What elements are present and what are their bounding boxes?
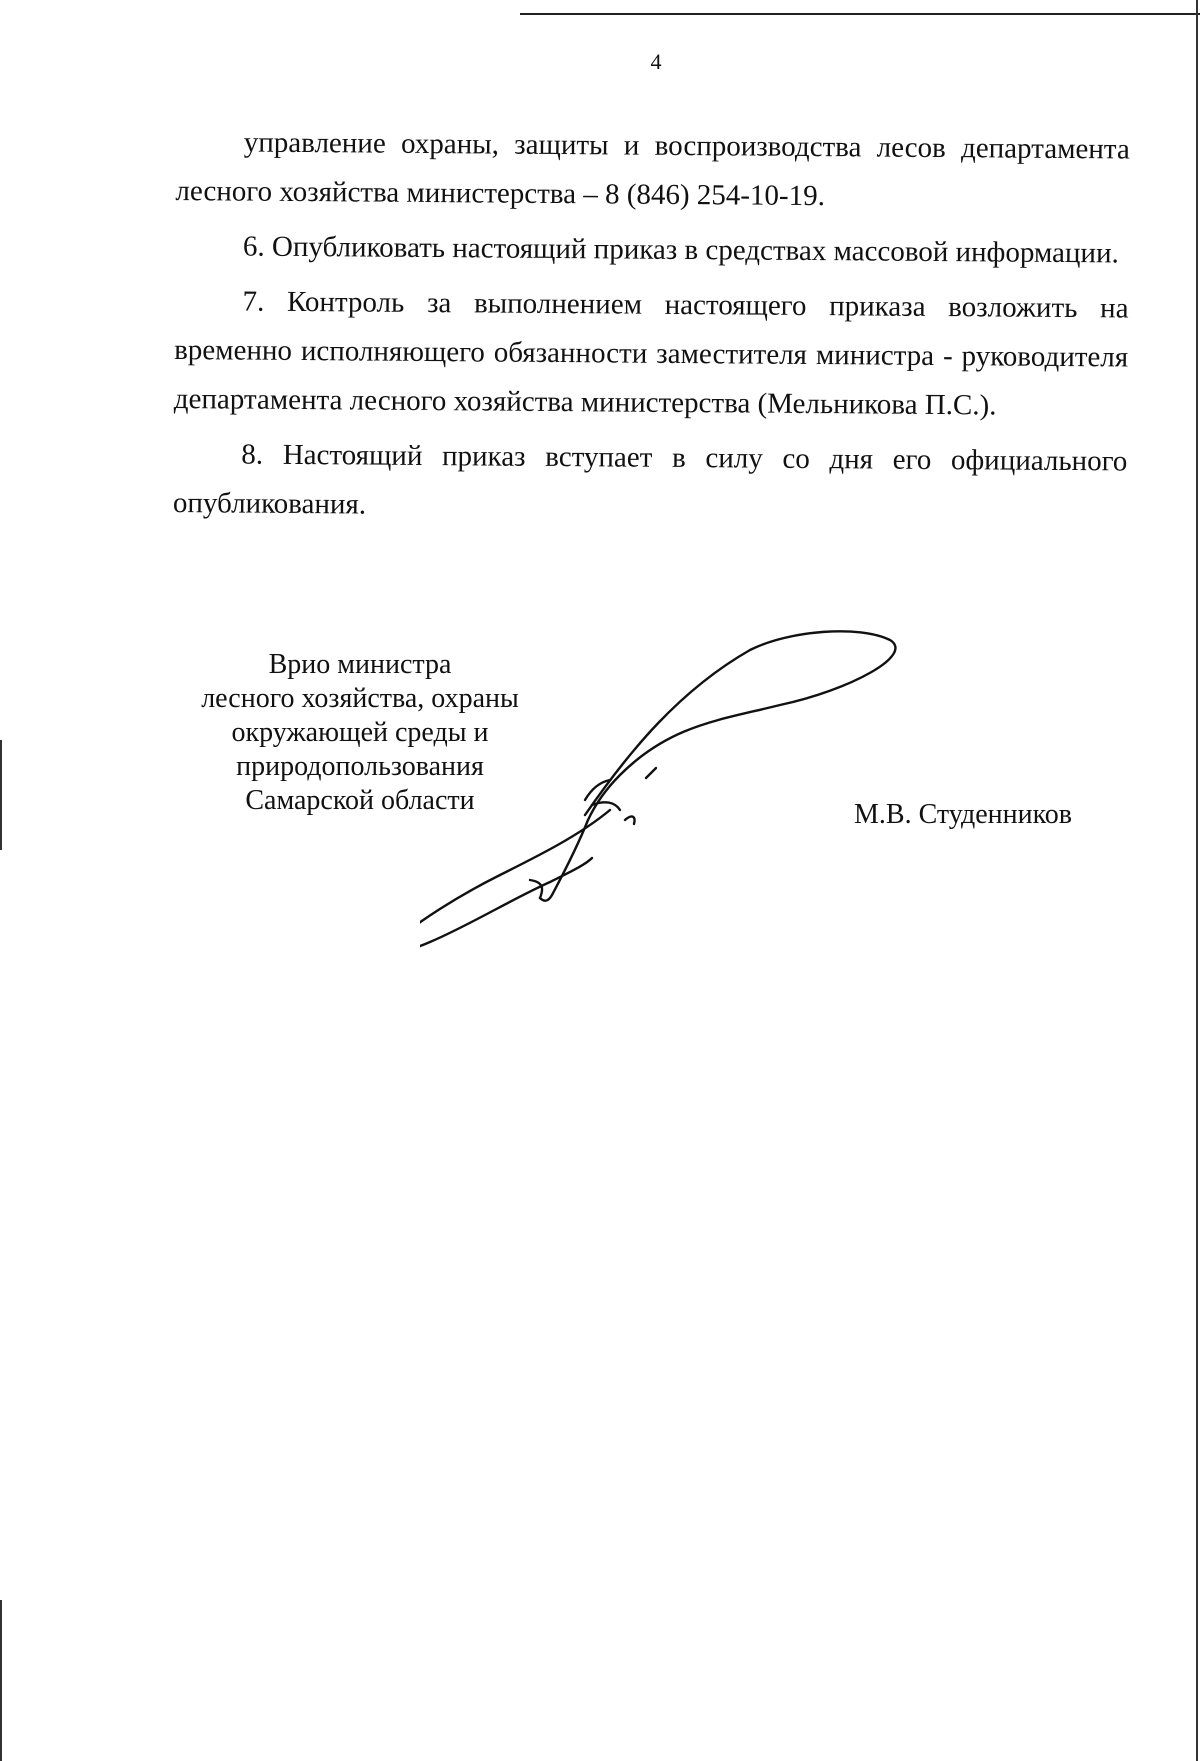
document-body: [173, 118, 1130, 541]
scan-edge-right: [1196, 0, 1198, 1761]
signer-title-line: окружающей среды и: [231, 717, 489, 748]
signer-title-line: природопользования: [236, 751, 484, 782]
signer-title-line: лесного хозяйства, охраны: [201, 683, 519, 714]
signer-title-line: Самарской области: [245, 785, 475, 816]
signer-name: М.В. Студенников: [854, 799, 1073, 830]
scan-edge-left-lower: [0, 1600, 2, 1761]
page-number: 4: [650, 49, 662, 74]
scan-edge-left: [0, 740, 2, 850]
paragraph-8-effective-date: 8. Настоящий приказ вступает в силу со дня его официального опубликования.: [172, 438, 1128, 521]
signer-title-line: Врио министра: [268, 649, 452, 680]
paragraph-6-publish: 6. Опубликовать настоящий приказ в средствах массовой информации.: [242, 230, 1119, 270]
paragraph-contact-continuation: управление охраны, защиты и воспроизводства лесов департамента лесного хозяйства министерства – 8 (846) 254-10-19.: [175, 126, 1130, 213]
handwritten-signature: [420, 630, 960, 960]
paragraph-7-control: 7. Контроль за выполнением настоящего приказа возложить на временно исполняющего обязанности заместителя министра - руководителя департамента лесного хозяйства министерства (Мельникова П.С.).: [173, 285, 1129, 422]
scan-edge-top: [520, 13, 1200, 15]
